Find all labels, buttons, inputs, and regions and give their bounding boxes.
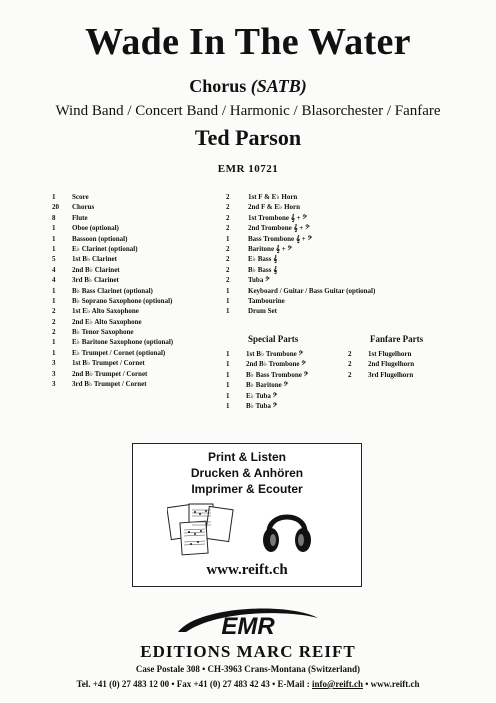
part-row	[220, 213, 460, 223]
part-row	[46, 348, 236, 358]
part-quantity: 2	[348, 360, 352, 369]
part-name: B♭ Bass Trombone 𝄢	[246, 370, 309, 379]
part-row	[46, 358, 236, 368]
part-row	[220, 359, 360, 369]
part-row	[46, 286, 236, 296]
part-name: Bassoon (optional)	[72, 234, 128, 243]
headphones-icon	[261, 502, 313, 558]
part-quantity: 2	[226, 224, 230, 233]
part-name: 1st Trombone 𝄞 + 𝄢	[248, 213, 307, 222]
part-quantity: 2	[226, 255, 230, 264]
subtitle-voices: (SATB)	[250, 76, 307, 96]
contact-phone-fax: Tel. +41 (0) 27 483 12 00 • Fax +41 (0) 27 483 42 43 • E-Mail :	[76, 679, 313, 689]
score-title: Wade In The Water	[85, 21, 411, 63]
composer-name: Ted Parson	[194, 125, 302, 150]
part-row	[220, 296, 460, 306]
part-name: 2nd Flugelhorn	[368, 360, 415, 369]
part-row	[342, 349, 462, 359]
part-row	[342, 359, 462, 369]
score-subtitle	[0, 76, 496, 97]
part-quantity: 3	[52, 380, 56, 389]
part-quantity: 4	[52, 265, 56, 274]
contact-website: • www.reift.ch	[362, 679, 420, 689]
promo-line-print-listen: Print & Listen	[207, 450, 286, 464]
part-name: Keyboard / Guitar / Bass Guitar (optional)	[248, 286, 376, 295]
part-quantity: 2	[226, 276, 230, 285]
special-parts-heading: Special Parts	[248, 334, 299, 344]
part-name: B♭ Baritone 𝄢	[246, 381, 289, 390]
fanfare-parts-heading: Fanfare Parts	[370, 334, 424, 344]
sheet-music-icon	[167, 502, 235, 556]
part-name: 2nd F & E♭ Horn	[248, 203, 301, 212]
part-quantity: 4	[52, 276, 56, 285]
part-row	[46, 234, 236, 244]
part-row	[46, 213, 236, 223]
part-quantity: 3	[52, 359, 56, 368]
part-row	[46, 275, 236, 285]
part-quantity: 1	[226, 370, 230, 379]
part-quantity: 2	[348, 350, 352, 358]
part-row	[46, 337, 236, 347]
part-name: 2nd E♭ Alto Saxophone	[72, 317, 142, 326]
part-name: 3rd B♭ Trumpet / Cornet	[72, 380, 147, 389]
part-row	[220, 370, 360, 380]
part-name: B♭ Bass 𝄞	[248, 265, 278, 274]
part-quantity: 1	[226, 296, 230, 305]
part-quantity: 1	[226, 286, 230, 295]
print-listen-box[interactable]	[132, 443, 362, 587]
part-quantity: 2	[348, 370, 352, 379]
part-name: 2nd B♭ Trombone 𝄢	[246, 360, 306, 369]
part-name: E♭ Baritone Saxophone (optional)	[72, 338, 174, 347]
part-name: Flute	[72, 213, 88, 222]
part-row	[220, 265, 460, 275]
promo-website-link[interactable]: www.reift.ch	[206, 562, 288, 578]
fanfare-parts-list	[342, 349, 462, 380]
promo-line-drucken: Drucken & Anhören	[190, 466, 304, 480]
part-quantity: 2	[226, 265, 230, 274]
part-quantity: 1	[226, 360, 230, 369]
part-name: E♭ Tuba 𝄢	[246, 391, 278, 400]
part-name: E♭ Trumpet / Cornet (optional)	[72, 348, 166, 357]
part-name: 1st B♭ Trumpet / Cornet	[72, 359, 145, 368]
part-quantity: 1	[52, 286, 56, 295]
promo-line-imprimer: Imprimer & Ecouter	[191, 482, 303, 496]
special-parts-list	[220, 349, 360, 411]
part-name: 1st E♭ Alto Saxophone	[72, 307, 139, 316]
part-quantity: 1	[226, 234, 230, 243]
part-row	[46, 306, 236, 316]
part-name: Oboe (optional)	[72, 224, 119, 233]
part-name: E♭ Bass 𝄞	[248, 255, 278, 264]
part-row	[46, 244, 236, 254]
part-name: Chorus	[72, 203, 95, 212]
part-quantity: 2	[226, 213, 230, 222]
part-name: 2nd Trombone 𝄞 + 𝄢	[248, 224, 310, 233]
part-name: Baritone 𝄞 + 𝄢	[248, 244, 292, 253]
part-name: 2nd B♭ Trumpet / Cornet	[72, 369, 148, 378]
part-quantity: 20	[52, 203, 59, 212]
part-row	[46, 254, 236, 264]
part-row	[220, 234, 460, 244]
part-row	[220, 401, 360, 411]
part-name: Tuba 𝄢	[248, 276, 270, 285]
part-quantity: 8	[52, 213, 56, 222]
part-row	[46, 223, 236, 233]
svg-text:EMR: EMR	[221, 613, 275, 640]
part-row	[220, 286, 460, 296]
contact-email-link[interactable]: info@reift.ch	[312, 679, 363, 689]
part-quantity: 1	[226, 307, 230, 316]
publisher-name: EDITIONS MARC REIFT	[140, 642, 356, 661]
part-name: Drum Set	[248, 307, 277, 316]
part-row	[46, 296, 236, 306]
part-quantity: 2	[226, 244, 230, 253]
part-quantity: 1	[226, 350, 230, 358]
part-row	[220, 306, 460, 316]
part-row	[46, 327, 236, 337]
part-name: 3rd Flugelhorn	[368, 370, 414, 379]
part-name: 1st F & E♭ Horn	[248, 193, 298, 201]
instrumentation-line: Wind Band / Concert Band / Harmonic / Blasorchester / Fanfare	[55, 103, 441, 119]
part-row	[220, 223, 460, 233]
part-name: 3rd B♭ Clarinet	[72, 276, 119, 285]
part-quantity: 2	[226, 203, 230, 212]
part-name: 1st B♭ Clarinet	[72, 255, 117, 264]
part-quantity: 1	[52, 193, 56, 201]
part-name: Tambourine	[248, 296, 285, 305]
part-row	[220, 192, 460, 202]
part-row	[220, 202, 460, 212]
part-name: B♭ Soprano Saxophone (optional)	[72, 296, 173, 305]
part-row	[220, 275, 460, 285]
subtitle-text: Chorus	[189, 76, 251, 96]
part-name: B♭ Tuba 𝄢	[246, 401, 278, 410]
part-quantity: 5	[52, 255, 56, 264]
part-row	[220, 391, 360, 401]
part-quantity: 1	[226, 401, 230, 410]
part-quantity: 1	[52, 234, 56, 243]
part-name: 1st B♭ Trombone 𝄢	[246, 350, 304, 358]
part-quantity: 1	[52, 338, 56, 347]
part-quantity: 2	[226, 193, 230, 201]
catalog-number: EMR 10721	[217, 163, 279, 175]
part-name: Bass Trombone 𝄞 + 𝄢	[248, 234, 312, 243]
part-row	[220, 244, 460, 254]
part-row	[46, 265, 236, 275]
publisher-address: Case Postale 308 • CH-3963 Crans-Montana (Switzerland)	[135, 664, 361, 674]
part-row	[46, 379, 236, 389]
part-row	[46, 192, 236, 202]
part-name: 1st Flugelhorn	[368, 350, 412, 358]
part-quantity: 1	[226, 381, 230, 390]
part-quantity: 1	[226, 391, 230, 400]
part-quantity: 2	[52, 317, 56, 326]
part-quantity: 1	[52, 296, 56, 305]
part-row	[220, 254, 460, 264]
emr-logo	[168, 604, 328, 640]
part-row	[220, 349, 360, 359]
part-quantity: 1	[52, 244, 56, 253]
parts-list-left	[46, 192, 236, 389]
parts-list-right	[220, 192, 460, 317]
part-name: B♭ Bass Clarinet (optional)	[72, 286, 153, 295]
part-quantity: 2	[52, 328, 56, 337]
publisher-contact	[0, 679, 496, 689]
part-row	[220, 380, 360, 390]
part-row	[46, 317, 236, 327]
part-row	[46, 369, 236, 379]
part-row	[342, 370, 462, 380]
part-name: E♭ Clarinet (optional)	[72, 244, 138, 253]
part-name: Score	[72, 193, 89, 201]
part-row	[46, 202, 236, 212]
part-quantity: 3	[52, 369, 56, 378]
part-quantity: 2	[52, 307, 56, 316]
part-name: 2nd B♭ Clarinet	[72, 265, 120, 274]
part-name: B♭ Tenor Saxophone	[72, 328, 134, 337]
part-quantity: 1	[52, 348, 56, 357]
part-quantity: 1	[52, 224, 56, 233]
